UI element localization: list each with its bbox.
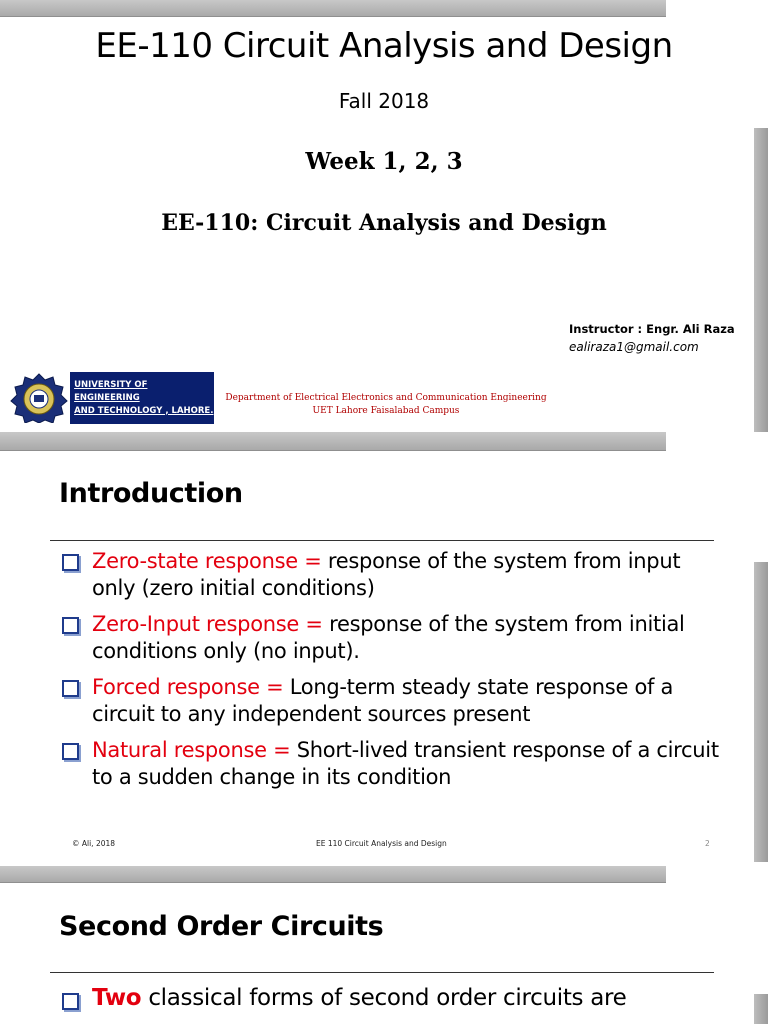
university-name: UNIVERSITY OF ENGINEERING AND TECHNOLOGY , LAHORE. xyxy=(74,379,214,416)
university-seal-icon xyxy=(7,372,70,424)
week-label: Week 1, 2, 3 xyxy=(305,148,463,175)
footer-page-number: 2 xyxy=(705,839,710,848)
checkbox-bullet-icon xyxy=(62,680,79,697)
heading-underline xyxy=(50,540,714,541)
term-label: Fall 2018 xyxy=(338,89,430,113)
document-title: EE-110 Circuit Analysis and Design xyxy=(95,26,673,66)
footer-course: EE 110 Circuit Analysis and Design xyxy=(316,839,447,848)
heading-underline xyxy=(50,972,714,973)
department-info: Department of Electrical Electronics and Communication Engineering UET Lahore Faisalabad Campus xyxy=(225,393,547,416)
list-item: Zero-Input response = response of the system from initial conditions only (no input). xyxy=(61,611,721,665)
right-scroll-edge xyxy=(754,994,768,1024)
slide-heading-introduction: Introduction xyxy=(59,478,243,509)
right-scroll-edge xyxy=(754,562,768,862)
footer-copyright: © Ali, 2018 xyxy=(72,839,116,848)
checkbox-bullet-icon xyxy=(62,993,79,1010)
slide-heading-second-order: Second Order Circuits xyxy=(59,911,384,942)
instructor-email: ealiraza1@gmail.com xyxy=(569,340,699,354)
course-subtitle: EE-110: Circuit Analysis and Design xyxy=(161,210,607,236)
slide-divider xyxy=(0,866,666,883)
checkbox-bullet-icon xyxy=(62,554,79,571)
checkbox-bullet-icon xyxy=(62,743,79,760)
instructor-name: Instructor : Engr. Ali Raza xyxy=(569,322,735,336)
checkbox-bullet-icon xyxy=(62,617,79,634)
list-item: Forced response = Long-term steady state response of a circuit to any independent sources present xyxy=(61,674,721,728)
list-item: Two classical forms of second order circuits are xyxy=(61,985,627,1011)
list-item: Natural response = Short-lived transient response of a circuit to a sudden change in its condition xyxy=(61,737,721,791)
bullet-list xyxy=(61,548,721,800)
list-item: Zero-state response = response of the system from input only (zero initial conditions) xyxy=(61,548,721,602)
slide-divider xyxy=(0,432,666,451)
university-logo xyxy=(7,372,214,424)
slide-top-border xyxy=(0,0,666,17)
